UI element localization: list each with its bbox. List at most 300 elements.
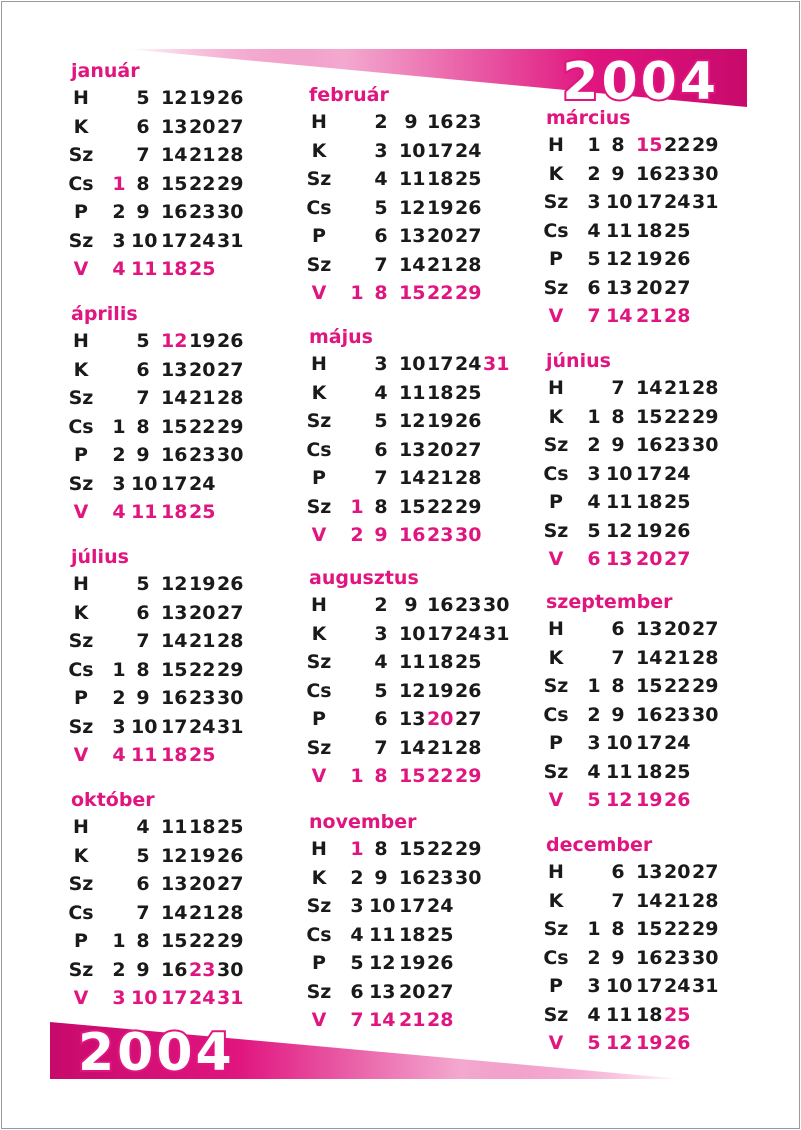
month-name: március <box>546 107 631 129</box>
day-number: 20 <box>636 548 663 570</box>
sunday-row <box>71 255 216 284</box>
weekday-label: K <box>548 889 564 912</box>
day-number: 31 <box>217 715 244 738</box>
weekday-row <box>71 441 244 470</box>
weekday-label: K <box>311 622 327 645</box>
weekday-label: P <box>549 732 563 754</box>
day-number: 30 <box>217 444 244 466</box>
day-number: 1 <box>587 405 601 428</box>
weekday-row <box>306 436 482 465</box>
day-number: 22 <box>189 658 216 681</box>
weekday-label: H <box>73 816 89 838</box>
day-number: 16 <box>636 434 663 456</box>
day-number: 4 <box>587 1003 601 1026</box>
day-number: 18 <box>636 219 663 242</box>
day-number: 5 <box>587 1032 601 1054</box>
day-number: 11 <box>131 744 158 766</box>
day-number: 14 <box>636 646 663 669</box>
day-number: 23 <box>664 946 691 969</box>
weekday-label: K <box>73 844 89 867</box>
day-number: 1 <box>350 838 364 860</box>
weekday-label: V <box>548 305 564 327</box>
day-number: 17 <box>161 229 188 252</box>
day-number: 20 <box>189 601 216 624</box>
weekday-row <box>309 108 482 137</box>
sunday-row <box>546 1029 691 1058</box>
day-number: 6 <box>374 438 388 461</box>
weekday-label: Sz <box>306 895 332 917</box>
day-number: 18 <box>161 744 188 766</box>
weekday-label: Sz <box>68 873 94 895</box>
weekday-row <box>306 251 482 280</box>
month-name: november <box>309 811 417 833</box>
day-number: 8 <box>136 930 150 952</box>
day-number: 1 <box>587 918 601 940</box>
day-number: 31 <box>692 191 719 213</box>
day-number: 3 <box>112 472 126 495</box>
weekday-row <box>68 413 244 442</box>
day-number: 23 <box>427 866 454 889</box>
weekday-row <box>543 701 719 730</box>
weekday-row <box>306 677 482 706</box>
month-name: október <box>71 789 155 811</box>
day-number: 23 <box>455 594 482 616</box>
day-number: 29 <box>455 765 482 787</box>
day-number: 28 <box>692 889 719 912</box>
day-number: 16 <box>161 958 188 981</box>
day-number: 21 <box>427 736 454 759</box>
weekday-label: Sz <box>68 715 94 738</box>
day-number: 14 <box>606 305 633 327</box>
day-number: 17 <box>427 139 454 162</box>
day-number: 29 <box>217 658 244 681</box>
day-number: 14 <box>636 377 663 399</box>
weekday-label: K <box>548 646 564 669</box>
day-number: 7 <box>611 889 625 912</box>
weekday-label: Cs <box>68 658 94 681</box>
weekday-label: Cs <box>543 703 569 726</box>
month-apr <box>68 301 244 527</box>
day-number: 1 <box>587 675 601 697</box>
day-number: 26 <box>664 519 691 542</box>
weekday-label: Sz <box>543 675 569 697</box>
day-number: 17 <box>636 975 663 997</box>
weekday-row <box>543 274 691 303</box>
weekday-label: Cs <box>68 901 94 924</box>
weekday-label: Sz <box>68 387 94 409</box>
day-number: 16 <box>636 946 663 969</box>
day-number: 6 <box>587 276 601 299</box>
day-number: 21 <box>427 253 454 276</box>
year-title-bottom: 2004 <box>78 1023 235 1083</box>
day-number: 29 <box>217 172 244 195</box>
weekday-row <box>546 615 719 644</box>
weekday-row <box>306 165 482 194</box>
weekday-label: K <box>548 162 564 185</box>
day-number: 15 <box>161 415 188 438</box>
day-number: 2 <box>350 866 364 889</box>
weekday-label: H <box>73 87 89 109</box>
weekday-row <box>306 493 482 522</box>
day-number: 24 <box>427 895 454 917</box>
day-number: 21 <box>189 144 216 166</box>
day-number: 21 <box>427 467 454 489</box>
day-number: 25 <box>455 381 482 404</box>
day-number: 21 <box>636 305 663 327</box>
weekday-label: Sz <box>306 736 332 759</box>
day-number: 24 <box>664 191 691 213</box>
day-number: 27 <box>692 861 719 883</box>
day-number: 18 <box>636 1003 663 1026</box>
day-number: 22 <box>664 134 691 156</box>
weekday-label: Sz <box>68 630 94 652</box>
day-number: 30 <box>455 866 482 889</box>
day-number: 17 <box>427 353 454 375</box>
day-number: 19 <box>189 573 216 595</box>
day-number: 15 <box>399 495 426 518</box>
weekday-row <box>306 407 482 436</box>
weekday-label: P <box>74 687 88 709</box>
day-number: 13 <box>636 618 663 640</box>
day-number: 18 <box>427 168 454 190</box>
weekday-label: H <box>548 134 564 156</box>
month-name: május <box>309 326 373 348</box>
day-number: 27 <box>217 115 244 138</box>
day-number: 15 <box>636 918 663 940</box>
day-number: 31 <box>483 622 510 645</box>
day-number: 5 <box>136 844 150 867</box>
day-number: 11 <box>606 491 633 513</box>
day-number: 3 <box>374 353 388 375</box>
day-number: 25 <box>189 744 216 766</box>
weekday-row <box>306 978 454 1007</box>
weekday-label: V <box>73 501 89 523</box>
day-number: 22 <box>664 675 691 697</box>
month-sep <box>543 589 719 815</box>
weekday-label: H <box>548 618 564 640</box>
weekday-label: V <box>311 524 327 546</box>
day-number: 6 <box>374 225 388 247</box>
day-number: 4 <box>112 501 126 523</box>
day-number: 27 <box>692 618 719 640</box>
day-number: 2 <box>112 687 126 709</box>
weekday-label: P <box>549 491 563 513</box>
day-number: 28 <box>427 1009 454 1031</box>
weekday-row <box>546 245 691 274</box>
day-number: 9 <box>404 594 418 616</box>
day-number: 2 <box>587 946 601 969</box>
day-number: 24 <box>455 139 482 162</box>
day-number: 5 <box>136 573 150 595</box>
sunday-row <box>71 498 216 527</box>
day-number: 11 <box>161 816 188 838</box>
day-number: 1 <box>112 658 126 681</box>
day-number: 1 <box>350 765 364 787</box>
day-number: 5 <box>136 87 150 109</box>
weekday-label: P <box>312 467 326 489</box>
weekday-row <box>68 470 216 499</box>
weekday-label: H <box>548 377 564 399</box>
day-number: 3 <box>587 975 601 997</box>
day-number: 26 <box>217 87 244 109</box>
day-number: 15 <box>636 675 663 697</box>
day-number: 1 <box>350 282 364 304</box>
month-oct <box>68 787 244 1013</box>
weekday-row <box>68 384 244 413</box>
day-number: 10 <box>399 139 426 162</box>
day-number: 30 <box>692 434 719 456</box>
day-number: 31 <box>692 975 719 997</box>
weekday-label: Sz <box>68 229 94 252</box>
weekday-row <box>546 644 719 673</box>
day-number: 31 <box>483 353 510 375</box>
weekday-label: Sz <box>306 253 332 276</box>
day-number: 16 <box>161 201 188 223</box>
day-number: 6 <box>136 873 150 895</box>
day-number: 3 <box>112 229 126 252</box>
day-number: 16 <box>399 866 426 889</box>
day-number: 7 <box>350 1009 364 1031</box>
day-number: 4 <box>350 923 364 946</box>
day-number: 21 <box>189 387 216 409</box>
day-number: 1 <box>350 495 364 518</box>
day-number: 9 <box>611 434 625 456</box>
weekday-label: K <box>73 115 89 138</box>
weekday-row <box>546 374 719 403</box>
day-number: 7 <box>136 630 150 652</box>
day-number: 25 <box>664 760 691 783</box>
day-number: 9 <box>136 201 150 223</box>
day-number: 10 <box>131 472 158 495</box>
day-number: 14 <box>399 736 426 759</box>
day-number: 11 <box>606 219 633 242</box>
sunday-row <box>309 762 482 791</box>
day-number: 15 <box>636 405 663 428</box>
day-number: 26 <box>664 1032 691 1054</box>
day-number: 28 <box>455 467 482 489</box>
weekday-row <box>68 627 244 656</box>
day-number: 10 <box>606 191 633 213</box>
day-number: 17 <box>399 895 426 917</box>
day-number: 8 <box>611 134 625 156</box>
weekday-row <box>546 858 719 887</box>
day-number: 3 <box>587 191 601 213</box>
day-number: 25 <box>427 923 454 946</box>
day-number: 28 <box>217 144 244 166</box>
weekday-label: Sz <box>68 958 94 981</box>
weekday-label: V <box>73 258 89 280</box>
weekday-row <box>71 198 244 227</box>
day-number: 5 <box>587 248 601 270</box>
day-number: 16 <box>636 703 663 726</box>
day-number: 21 <box>664 889 691 912</box>
day-number: 4 <box>587 760 601 783</box>
day-number: 8 <box>611 918 625 940</box>
day-number: 2 <box>587 162 601 185</box>
weekday-row <box>68 870 244 899</box>
weekday-row <box>71 113 244 142</box>
weekday-label: K <box>311 866 327 889</box>
weekday-row <box>543 1001 691 1030</box>
weekday-row <box>306 194 482 223</box>
weekday-label: Sz <box>543 191 569 213</box>
day-number: 25 <box>189 501 216 523</box>
day-number: 7 <box>136 144 150 166</box>
day-number: 10 <box>606 975 633 997</box>
day-number: 26 <box>455 679 482 702</box>
day-number: 11 <box>399 651 426 673</box>
day-number: 13 <box>161 873 188 895</box>
weekday-label: K <box>73 601 89 624</box>
day-number: 17 <box>161 987 188 1009</box>
month-jul <box>68 544 244 770</box>
day-number: 3 <box>374 139 388 162</box>
day-number: 17 <box>161 472 188 495</box>
day-number: 31 <box>217 229 244 252</box>
weekday-label: Sz <box>543 434 569 456</box>
day-number: 2 <box>350 524 364 546</box>
weekday-row <box>309 949 454 978</box>
day-number: 20 <box>189 115 216 138</box>
day-number: 1 <box>587 134 601 156</box>
day-number: 27 <box>217 358 244 381</box>
day-number: 24 <box>189 987 216 1009</box>
day-number: 24 <box>664 462 691 485</box>
month-name: február <box>309 84 389 106</box>
weekday-label: H <box>311 838 327 860</box>
weekday-row <box>309 464 482 493</box>
month-name: augusztus <box>309 567 419 589</box>
day-number: 2 <box>587 703 601 726</box>
day-number: 6 <box>136 601 150 624</box>
day-number: 7 <box>136 901 150 924</box>
day-number: 11 <box>131 258 158 280</box>
month-jun <box>543 348 719 574</box>
day-number: 1 <box>112 415 126 438</box>
weekday-label: Cs <box>306 438 332 461</box>
day-number: 19 <box>636 248 663 270</box>
day-number: 12 <box>369 952 396 974</box>
day-number: 8 <box>374 838 388 860</box>
day-number: 8 <box>136 415 150 438</box>
day-number: 25 <box>217 816 244 838</box>
day-number: 30 <box>692 703 719 726</box>
day-number: 4 <box>374 381 388 404</box>
day-number: 17 <box>636 462 663 485</box>
day-number: 10 <box>131 229 158 252</box>
sunday-row <box>309 279 482 308</box>
day-number: 28 <box>692 646 719 669</box>
day-number: 8 <box>136 658 150 681</box>
weekday-row <box>306 921 454 950</box>
month-name: szeptember <box>546 591 673 613</box>
weekday-row <box>543 944 719 973</box>
month-aug <box>306 565 510 791</box>
weekday-label: P <box>312 708 326 730</box>
weekday-label: P <box>312 225 326 247</box>
day-number: 4 <box>136 816 150 838</box>
day-number: 5 <box>587 519 601 542</box>
day-number: 26 <box>217 330 244 352</box>
day-number: 24 <box>664 732 691 754</box>
weekday-row <box>546 131 719 160</box>
sunday-row <box>309 521 482 550</box>
day-number: 29 <box>455 838 482 860</box>
day-number: 11 <box>606 1003 633 1026</box>
day-number: 18 <box>189 816 216 838</box>
weekday-row <box>309 705 482 734</box>
weekday-label: Sz <box>306 168 332 190</box>
weekday-label: K <box>548 405 564 428</box>
day-number: 8 <box>611 405 625 428</box>
weekday-row <box>543 672 719 701</box>
day-number: 20 <box>427 225 454 247</box>
weekday-label: H <box>311 353 327 375</box>
day-number: 19 <box>636 1032 663 1054</box>
weekday-label: P <box>549 975 563 997</box>
sunday-row <box>546 786 691 815</box>
month-name: december <box>546 834 653 856</box>
day-number: 3 <box>112 987 126 1009</box>
day-number: 12 <box>606 248 633 270</box>
day-number: 29 <box>217 930 244 952</box>
day-number: 19 <box>189 87 216 109</box>
day-number: 14 <box>636 889 663 912</box>
month-mar <box>543 105 719 331</box>
weekday-label: P <box>74 201 88 223</box>
weekday-label: V <box>311 282 327 304</box>
day-number: 18 <box>161 258 188 280</box>
day-number: 14 <box>161 901 188 924</box>
day-number: 12 <box>606 789 633 811</box>
weekday-label: H <box>73 330 89 352</box>
day-number: 22 <box>664 405 691 428</box>
day-number: 11 <box>131 501 158 523</box>
day-number: 25 <box>455 651 482 673</box>
day-number: 16 <box>636 162 663 185</box>
month-name: július <box>71 546 129 568</box>
day-number: 23 <box>427 524 454 546</box>
weekday-row <box>68 956 244 985</box>
day-number: 13 <box>161 358 188 381</box>
day-number: 19 <box>636 519 663 542</box>
day-number: 12 <box>161 573 188 595</box>
day-number: 16 <box>427 594 454 616</box>
day-number: 24 <box>455 622 482 645</box>
weekday-label: V <box>73 987 89 1009</box>
day-number: 26 <box>664 789 691 811</box>
weekday-label: Sz <box>306 651 332 673</box>
day-number: 27 <box>455 438 482 461</box>
weekday-row <box>68 141 244 170</box>
day-number: 27 <box>455 225 482 247</box>
day-number: 26 <box>427 952 454 974</box>
weekday-label: V <box>548 548 564 570</box>
day-number: 25 <box>455 168 482 190</box>
month-nov <box>306 809 482 1035</box>
day-number: 17 <box>427 622 454 645</box>
day-number: 17 <box>636 191 663 213</box>
weekday-label: K <box>311 381 327 404</box>
day-number: 15 <box>161 172 188 195</box>
day-number: 21 <box>189 901 216 924</box>
day-number: 30 <box>692 946 719 969</box>
day-number: 15 <box>161 930 188 952</box>
day-number: 15 <box>399 765 426 787</box>
weekday-label: Sz <box>68 144 94 166</box>
weekday-row <box>546 488 691 517</box>
sunday-row <box>71 984 244 1013</box>
